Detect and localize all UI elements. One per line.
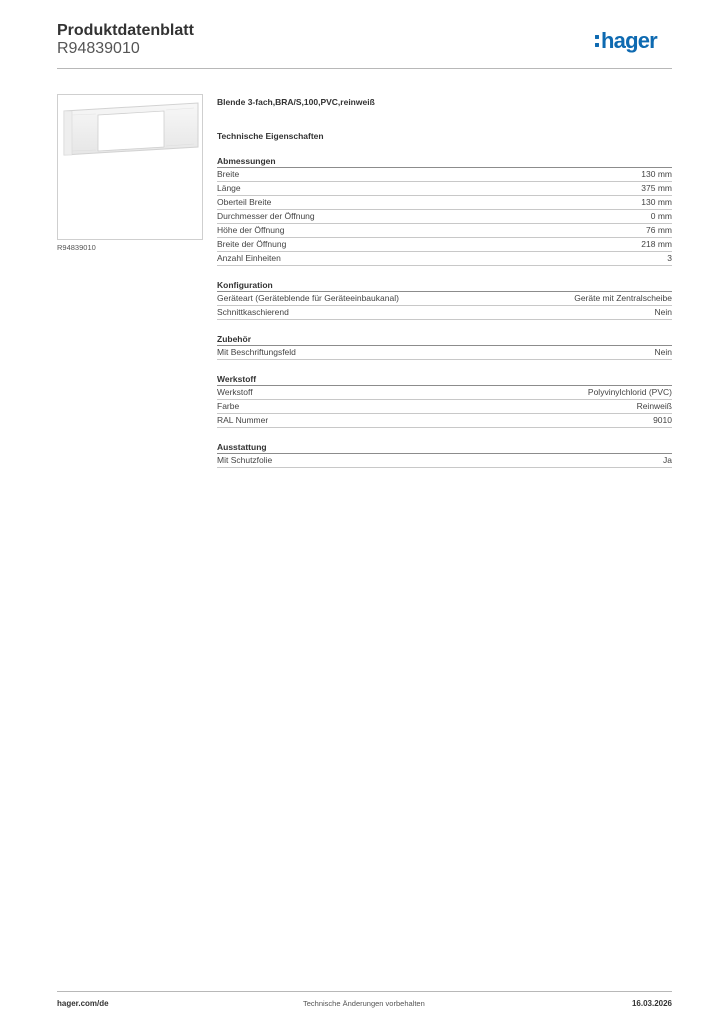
table-row: [217, 292, 672, 306]
section-material: [217, 373, 672, 428]
property-value: Nein: [654, 307, 672, 317]
table-row: [217, 238, 672, 252]
property-label: Werkstoff: [217, 387, 253, 397]
table-row: [217, 252, 672, 266]
property-value: 76 mm: [646, 225, 672, 235]
table-row: [217, 168, 672, 182]
page-title: Produktdatenblatt: [57, 22, 194, 39]
section-dimensions: [217, 155, 672, 266]
table-row: [217, 346, 672, 360]
cover-plate-illustration: [58, 95, 202, 239]
property-value: 3: [667, 253, 672, 263]
table-row: [217, 386, 672, 400]
property-label: Schnittkaschierend: [217, 307, 289, 317]
section-title: Zubehör: [217, 333, 672, 346]
property-value: Polyvinylchlorid (PVC): [587, 387, 672, 397]
table-row: [217, 306, 672, 320]
table-row: [217, 400, 672, 414]
technical-properties-heading: Technische Eigenschaften: [217, 131, 324, 141]
property-value: Ja: [663, 455, 672, 465]
logo-text: hager: [601, 28, 657, 53]
property-value: 9010: [653, 415, 672, 425]
section-title: Werkstoff: [217, 373, 672, 386]
property-label: Oberteil Breite: [217, 197, 272, 207]
property-label: RAL Nummer: [217, 415, 269, 425]
section-configuration: [217, 279, 672, 320]
product-details: [217, 96, 672, 468]
property-label: Breite der Öffnung: [217, 239, 287, 249]
footer-date: 16.03.2026: [631, 999, 672, 1008]
property-label: Breite: [217, 169, 240, 179]
footer-website-link[interactable]: hager.com/de: [57, 999, 109, 1008]
property-value: 0 mm: [650, 211, 672, 221]
section-equipment: [217, 441, 672, 468]
section-title: Ausstattung: [217, 441, 672, 454]
property-label: Mit Schutzfolie: [217, 455, 273, 465]
table-row: [217, 224, 672, 238]
property-label: Mit Beschriftungsfeld: [217, 347, 296, 357]
article-number: R94839010: [57, 40, 140, 57]
product-image: [57, 94, 203, 240]
section-title: Konfiguration: [217, 279, 672, 292]
image-caption: R94839010: [57, 243, 96, 252]
product-name: Blende 3-fach,BRA/S,100,PVC,reinweiß: [217, 97, 375, 107]
property-label: Höhe der Öffnung: [217, 225, 285, 235]
section-title: Abmessungen: [217, 155, 672, 168]
property-value: Reinweiß: [636, 401, 672, 411]
footer-divider: [57, 991, 672, 992]
property-label: Geräteart (Geräteblende für Geräteeinbaukanal): [217, 293, 399, 303]
section-accessories: [217, 333, 672, 360]
property-label: Durchmesser der Öffnung: [217, 211, 315, 221]
logo-dots-icon: [595, 30, 599, 52]
table-row: [217, 414, 672, 428]
property-label: Anzahl Einheiten: [217, 253, 281, 263]
header-divider: [57, 68, 672, 69]
property-value: Nein: [654, 347, 672, 357]
property-value: 218 mm: [641, 239, 672, 249]
table-row: [217, 196, 672, 210]
table-row: [217, 210, 672, 224]
property-value: 375 mm: [641, 183, 672, 193]
hager-logo: [595, 28, 657, 54]
property-value: Geräte mit Zentralscheibe: [574, 293, 672, 303]
property-label: Länge: [217, 183, 241, 193]
property-label: Farbe: [217, 401, 240, 411]
table-row: [217, 454, 672, 468]
table-row: [217, 182, 672, 196]
property-value: 130 mm: [641, 169, 672, 179]
property-value: 130 mm: [641, 197, 672, 207]
footer-notice: Technische Änderungen vorbehalten: [303, 999, 425, 1008]
